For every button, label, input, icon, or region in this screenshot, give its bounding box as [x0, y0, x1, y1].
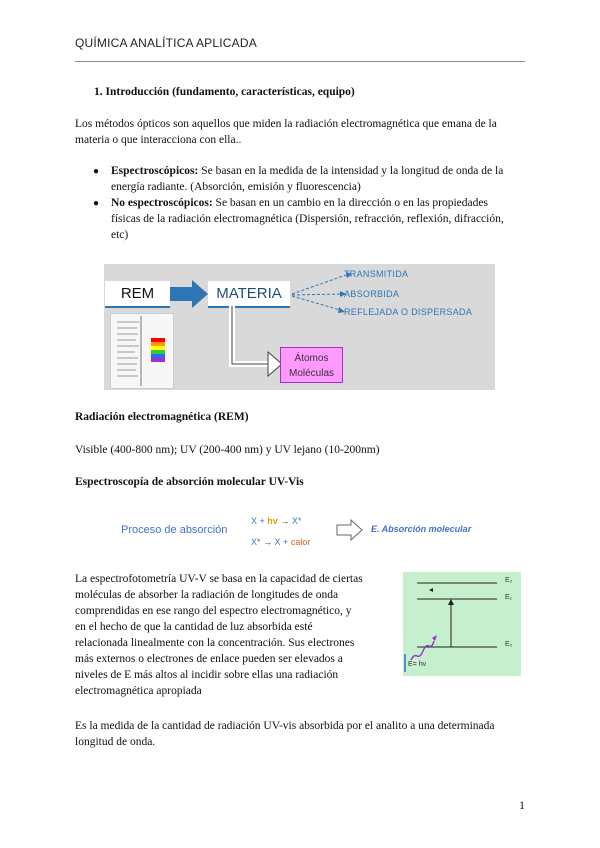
bullet-spectroscopic: [111, 163, 503, 179]
bullet-non-spectroscopic: [111, 195, 488, 211]
bullet-text: Se basan en un cambio en la dirección o en las propiedades: [212, 197, 488, 209]
rem-ranges: Visible (400-800 nm); UV (200-400 nm) y UV lejano (10-200nm): [75, 444, 380, 456]
absorption-equation: [251, 516, 301, 526]
eq-ground: X +: [274, 537, 289, 547]
energy-label-e2: E₂: [505, 577, 513, 584]
paragraph-line: La espectrofotometría UV-V se basa en la capacidad de ciertas: [75, 573, 363, 585]
bullet-text-cont: energía radiante. (Absorción, emisión y fluorescencia): [111, 181, 361, 193]
bullet-text-cont: etc): [111, 229, 129, 241]
paragraph-line: relacionada linealmente con la concentración. Sus electrones: [75, 637, 355, 649]
paragraph-line: moléculas de absorber la radiación de longitudes de onda: [75, 589, 339, 601]
paragraph-line: en el hecho de que la cantidad de luz absorbida esté: [75, 621, 313, 633]
box-line-molecules: Moléculas: [288, 368, 335, 379]
closing-line-1: Es la medida de la cantidad de radiación UV-vis absorbida por el analito a una determinada: [75, 720, 495, 732]
document-header: QUÍMICA ANALÍTICA APLICADA: [75, 36, 257, 50]
paragraph-line: electromagnética apropiada: [75, 685, 202, 697]
output-transmitida: TRANSMITIDA: [344, 269, 409, 279]
output-absorbida: ABSORBIDA: [344, 289, 400, 299]
spectrum-thumbnail-image: [110, 313, 174, 389]
intro-line-1: Los métodos ópticos son aquellos que miden la radiación electromagnética que emana de la: [75, 118, 497, 130]
eq-arrow: →: [263, 537, 273, 547]
header-rule: [75, 61, 525, 62]
bullet-text: Se basan en la medida de la intensidad y la longitud de onda de la: [198, 165, 504, 177]
eq-reactant: X +: [251, 516, 265, 526]
paragraph-line: niveles de E más altos al incidir sobre ellas una radiación: [75, 669, 339, 681]
bullet-text-cont: físicas de la radiación electromagnética (Dispersión, refracción, reflexión, difracción,: [111, 213, 504, 225]
box-line-atoms: Átomos: [294, 353, 329, 364]
section-heading-intro: 1. Introducción (fundamento, características, equipo): [94, 86, 355, 98]
hollow-arrow-icon: [336, 519, 364, 541]
eq-excited: X*: [251, 537, 261, 547]
intro-line-2: materia o que interacciona con ella..: [75, 134, 242, 146]
bullet-term: Espectroscópicos:: [111, 165, 199, 177]
spectrum-thumbnail-graphic: [111, 314, 173, 388]
eq-product: X*: [291, 516, 302, 526]
rem-box: REM: [105, 281, 170, 308]
molecular-absorption-label: E. Absorción molecular: [371, 524, 472, 534]
output-reflejada: REFLEJADA O DISPERSADA: [344, 307, 473, 317]
bullet-term: No espectroscópicos:: [111, 197, 213, 209]
energy-label-e1: E₁: [505, 594, 513, 601]
bullet-icon: ●: [93, 198, 100, 209]
paragraph-line: más externos o electrones de enlace pueden ser elevados a: [75, 653, 343, 665]
eq-heat: calor: [290, 537, 311, 547]
uvvis-paragraph: [75, 571, 363, 699]
materia-box: MATERIA: [208, 281, 290, 308]
section-heading-rem: Radiación electromagnética (REM): [75, 411, 249, 423]
section-heading-uvvis: Espectroscopía de absorción molecular UV-Vis: [75, 476, 304, 488]
page-number: 1: [519, 798, 525, 812]
absorption-process-label: Proceso de absorción: [121, 524, 228, 536]
bullet-icon: ●: [93, 166, 100, 177]
energy-label-e0: E₀: [505, 641, 513, 648]
arrow-right-icon: [170, 278, 210, 310]
down-right-arrow-icon: [228, 306, 284, 384]
closing-line-2: longitud de onda.: [75, 736, 156, 748]
eq-arrow: →: [280, 516, 290, 526]
atoms-molecules-box: [280, 347, 343, 383]
relaxation-equation: [251, 537, 310, 547]
paragraph-line: comprendidas en ese rango del espectro electromagnético, y: [75, 605, 352, 617]
eq-hv: hv: [267, 516, 278, 526]
energy-label-hv: E= hv: [408, 661, 427, 668]
